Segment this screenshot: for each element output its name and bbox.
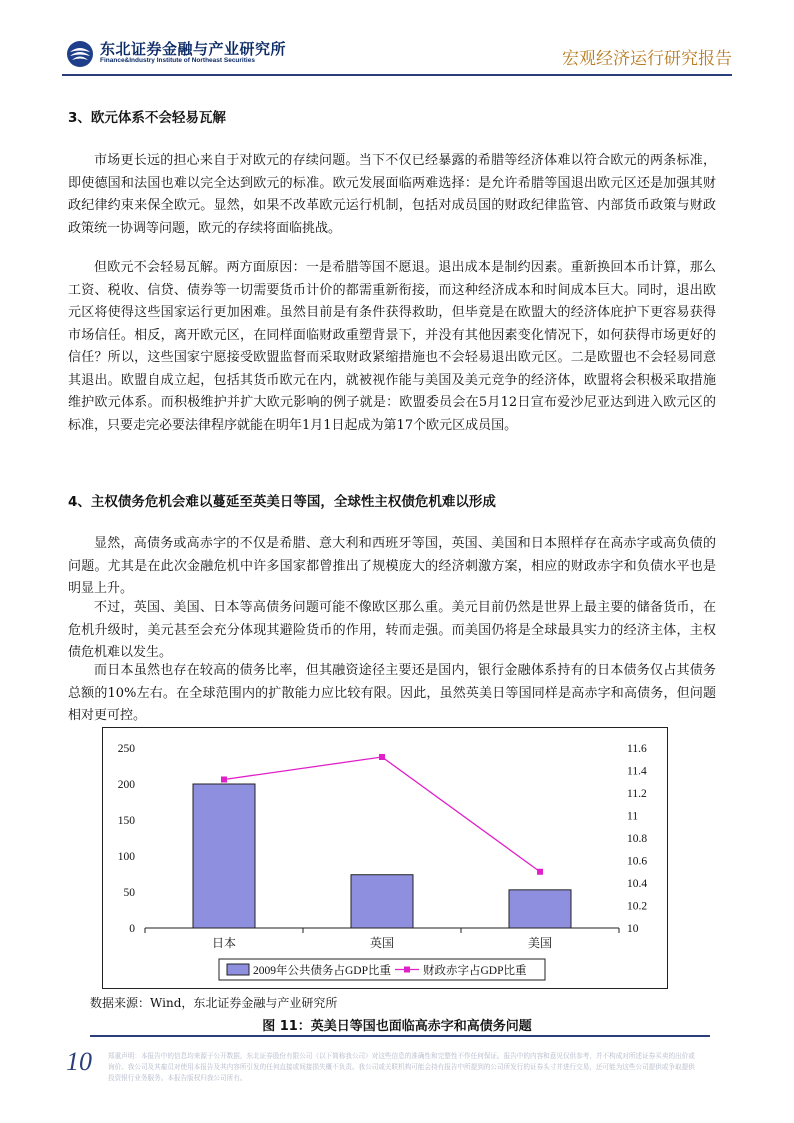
- legend-label-debt: 2009年公共债务占GDP比重: [253, 965, 392, 977]
- y-left-tick-label: 250: [117, 743, 135, 755]
- figure-source: 数据来源：Wind，东北证券金融与产业研究所: [90, 996, 338, 1010]
- org-name-en: Finance&Industry Institute of Northeast Securities: [100, 57, 255, 64]
- northeast-securities-logo-icon: [66, 40, 94, 68]
- x-category-label: 英国: [369, 936, 395, 950]
- y-right-tick-label: 10: [627, 923, 639, 935]
- y-left-tick-label: 150: [117, 815, 135, 827]
- y-right-tick-label: 11.6: [627, 743, 647, 755]
- report-type: 宏观经济运行研究报告: [562, 49, 732, 69]
- y-left-tick-label: 200: [117, 779, 135, 791]
- figure-caption: 图 11：英美日等国也面临高赤字和高债务问题: [262, 1019, 532, 1034]
- deficit-marker: [221, 777, 227, 783]
- y-left-tick-label: 50: [123, 887, 135, 899]
- debt-bar: [193, 784, 255, 928]
- org-name-cn: 东北证券金融与产业研究所: [100, 40, 287, 58]
- y-right-tick-label: 10.8: [627, 833, 648, 845]
- deficit-line: [224, 757, 540, 872]
- chart-frame: [102, 727, 668, 989]
- legend-label-deficit: 财政赤字占GDP比重: [423, 965, 527, 977]
- y-right-tick-label: 10.4: [627, 878, 648, 890]
- section-4-paragraph-2: 不过，英国、美国、日本等高债务问题可能不像欧区那么重。美元目前仍然是世界上最主要的储备货币，在危机升级时，美元甚至会充分体现其避险货币的作用，转而走强。而美国仍将是全球最具实力的经济主体，主权债危机难以发生。: [68, 600, 716, 660]
- x-category-label: 美国: [527, 936, 553, 950]
- y-right-tick-label: 11.4: [627, 765, 647, 778]
- page-header: [62, 30, 732, 72]
- legend-swatch-marker: [404, 967, 410, 973]
- disclaimer: 郑重声明：本报告中的信息均来源于公开数据，东北证券股份有限公司（以下简称我公司）对这些信息的准确性和完整性不作任何保证。报告中的内容和意见仅供参考，并不构成对所述证券买卖的出价或询价。我公司及其雇员对使用本报告及其内容所引发的任何直接或间接损失概不负责。我公司或关联机构可能会持有报告中所提到的公司所发行的证券头寸并进行交易，还可能为这些公司提供或争取提供投资银行业务服务。本报告版权归我公司所有。: [108, 1052, 695, 1082]
- section-3-paragraph-2: 但欧元不会轻易瓦解。两方面原因：一是希腊等国不愿退。退出成本是制约因素。重新换回本币计算，那么工资、税收、信贷、债券等一切需要货币计价的都需重新衔接，而这种经济成本和时间成本巨大。同时，退出欧元区将使得这些国家运行更加困难。虽然目前是有条件获得救助，但毕竟是在欧盟大的经济体庇护下更容易获得市场信任。相反，离开欧元区，在同样面临财政重塑背景下，并没有其他因素变化情况下，如何获得市场更好的信任？所以，这些国家宁愿接受欧盟监督而采取财政紧缩措施也不会轻易退出欧元区。二是欧盟也不会轻易同意其退出。欧盟自成立起，包括其货币欧元在内，就被视作能与美国及美元竞争的经济体，欧盟将会积极采取措施维护欧元体系。而积极维护并扩大欧元影响的例子就是：欧盟委员会在5月12日宣布爱沙尼亚达到进入欧元区的标准，只要走完必要法律程序就能在明年1月1日起成为第17个欧元区成员国。: [68, 260, 716, 433]
- y-right-tick-label: 10.6: [627, 855, 648, 868]
- section-3-paragraph-1: 市场更长远的担心来自于对欧元的存续问题。当下不仅已经暴露的希腊等经济体难以符合欧元的两条标准，即使德国和法国也难以完全达到欧元的标准。欧元发展面临两难选择：是允许希腊等国退出欧元区还是加强其财政纪律约束来保全欧元。显然，如果不改革欧元运行机制，包括对成员国的财政纪律监管、内部货币政策与财政政策统一协调等问题，欧元的存续将面临挑战。: [68, 153, 716, 236]
- y-right-tick-label: 11.2: [627, 788, 647, 800]
- legend-swatch-bar: [227, 964, 249, 975]
- page-number: 10: [66, 1047, 92, 1076]
- section-4-paragraph-3: 而日本虽然也存在较高的债务比率，但其融资途径主要还是国内，银行金融体系持有的日本债务仅占其债务总额的10%左右。在全球范围内的扩散能力应比较有限。因此，虽然英美日等国同样是高赤字和高债务，但问题相对更可控。: [68, 663, 716, 723]
- section-4-paragraph-1: 显然，高债务或高赤字的不仅是希腊、意大利和西班牙等国，英国、美国和日本照样存在高赤字或高负债的问题。尤其是在此次金融危机中许多国家都曾推出了规模庞大的经济刺激方案，相应的财政赤字和负债水平也是明显上升。: [68, 536, 716, 596]
- header-divider: [62, 74, 732, 76]
- y-left-tick-label: 100: [117, 851, 135, 863]
- y-right-tick-label: 10.2: [627, 900, 648, 913]
- section-4-heading: 4、主权债务危机会难以蔓延至英美日等国，全球性主权债危机难以形成: [68, 494, 496, 510]
- x-category-label: 日本: [211, 936, 237, 950]
- deficit-marker: [379, 754, 385, 760]
- section-3-heading: 3、欧元体系不会轻易瓦解: [68, 110, 226, 126]
- debt-bar: [509, 890, 571, 928]
- debt-deficit-chart: [103, 728, 667, 988]
- caption-divider: [90, 1035, 710, 1037]
- y-right-tick-label: 11: [627, 810, 639, 823]
- y-left-tick-label: 0: [129, 923, 135, 935]
- deficit-marker: [537, 869, 543, 875]
- debt-bar: [351, 875, 413, 928]
